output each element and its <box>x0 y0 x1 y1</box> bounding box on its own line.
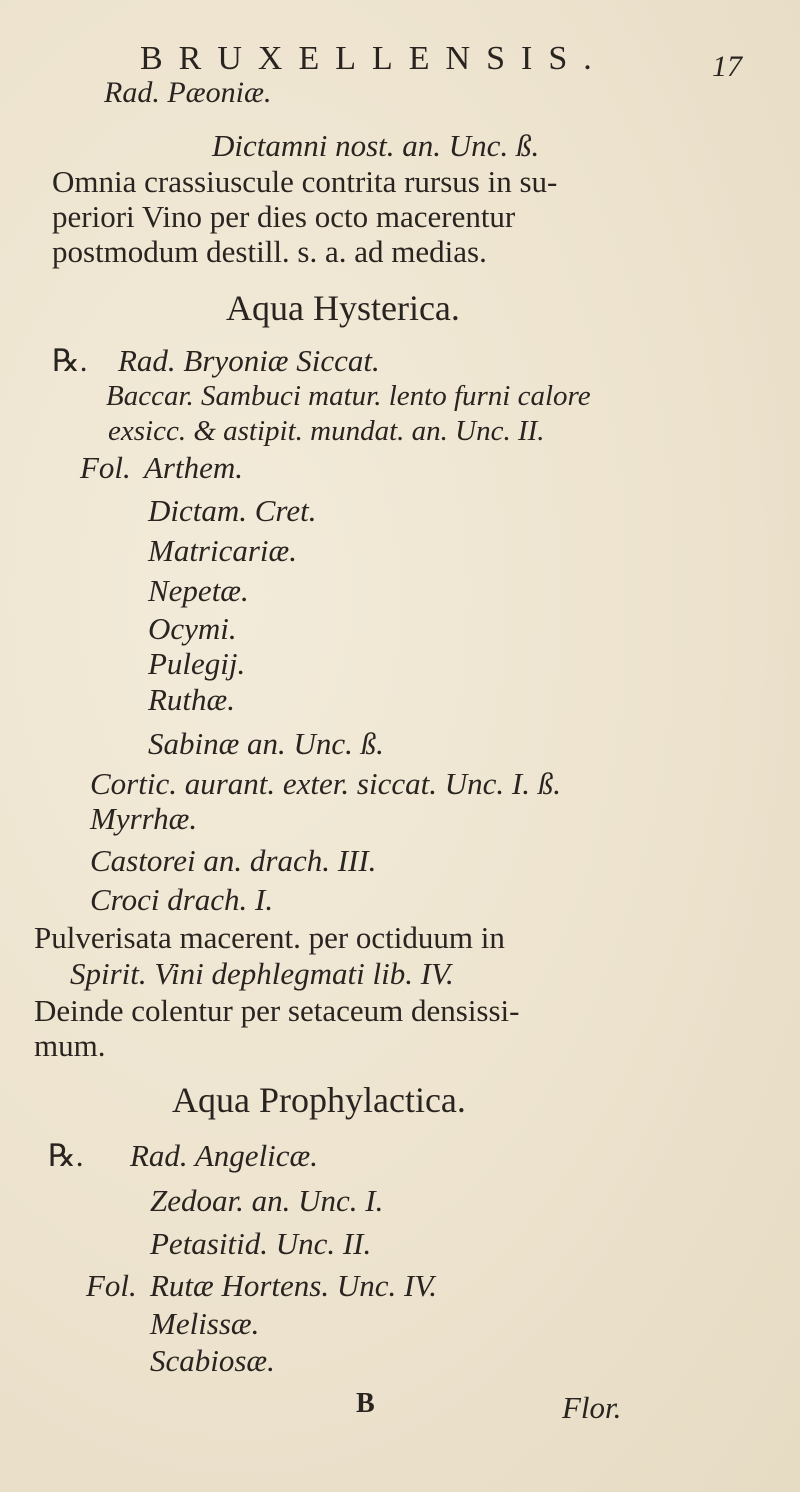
recipe-line: Ocymi. <box>148 611 237 646</box>
recipe-line: Dictam. Cret. <box>148 493 317 528</box>
recipe-line: Sabinæ an. Unc. ß. <box>148 726 384 761</box>
recipe-line: Rad. Bryoniæ Siccat. <box>118 343 380 378</box>
text-line: mum. <box>34 1028 106 1063</box>
recipe-line: Matricariæ. <box>148 533 297 568</box>
text-line: periori Vino per dies octo macerentur <box>52 199 516 234</box>
recipe-line: exsicc. & astipit. mundat. an. Unc. II. <box>108 415 545 447</box>
recipe-line: Nepetæ. <box>148 573 249 608</box>
section-heading: Aqua Hysterica. <box>226 288 460 328</box>
catchword: Flor. <box>562 1390 622 1425</box>
recipe-line: Arthem. <box>144 450 244 485</box>
recipe-symbol: Fol. <box>86 1268 137 1303</box>
text-line: Dictamni nost. an. Unc. ß. <box>212 128 540 163</box>
recipe-line: Baccar. Sambuci matur. lento furni calore <box>106 380 591 412</box>
recipe-line: Myrrhæ. <box>90 801 198 836</box>
text-line: Spirit. Vini dephlegmati lib. IV. <box>70 956 454 991</box>
recipe-line: Rad. Angelicæ. <box>130 1138 318 1173</box>
signature-mark: B <box>356 1388 375 1419</box>
recipe-line: Croci drach. I. <box>90 882 274 917</box>
recipe-symbol: ℞. <box>48 1138 84 1173</box>
running-head: BRUXELLENSIS. <box>140 40 608 77</box>
recipe-line: Rutæ Hortens. Unc. IV. <box>150 1268 438 1303</box>
recipe-line: Scabiosæ. <box>150 1343 275 1378</box>
recipe-line: Ruthæ. <box>148 682 235 717</box>
text-line: Deinde colentur per setaceum densissi- <box>34 993 520 1028</box>
recipe-line: Pulegij. <box>148 646 246 681</box>
text-line: Pulverisata macerent. per octiduum in <box>34 920 505 955</box>
text-line: Omnia crassiuscule contrita rursus in su- <box>52 164 558 199</box>
recipe-line: Castorei an. drach. III. <box>90 843 377 878</box>
recipe-line: Cortic. aurant. exter. siccat. Unc. I. ß. <box>90 766 561 801</box>
recipe-line: Petasitid. Unc. II. <box>150 1226 372 1261</box>
text-line: Rad. Pæoniæ. <box>104 76 272 109</box>
page-number: 17 <box>712 50 742 83</box>
recipe-symbol: Fol. <box>80 450 131 485</box>
recipe-line: Melissæ. <box>150 1306 260 1341</box>
text-line: postmodum destill. s. a. ad medias. <box>52 234 487 269</box>
recipe-symbol: ℞. <box>52 343 88 378</box>
section-heading: Aqua Prophylactica. <box>172 1080 466 1120</box>
recipe-line: Zedoar. an. Unc. I. <box>150 1183 384 1218</box>
